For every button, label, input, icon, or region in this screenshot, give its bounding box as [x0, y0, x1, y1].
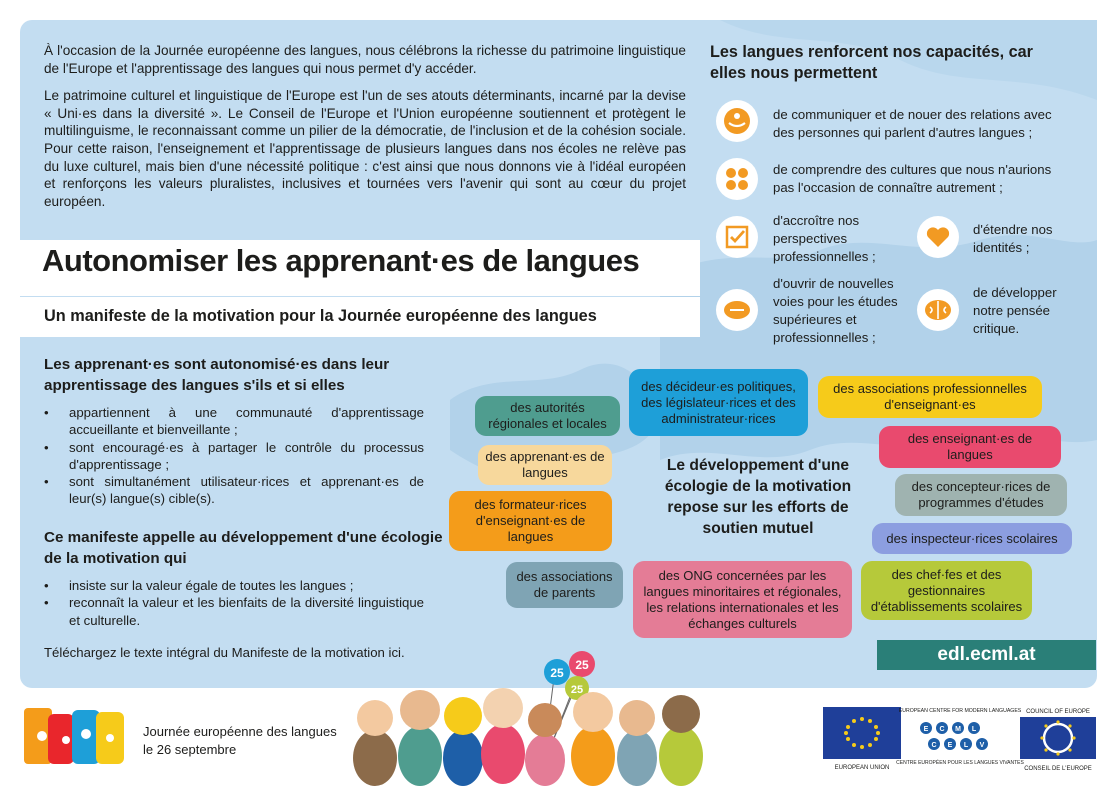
page-subtitle: Un manifeste de la motivation pour la Journée européenne des langues	[44, 307, 597, 325]
balloon-label: 25	[550, 666, 564, 680]
capacity-text-6: de développer notre pensée critique.	[973, 285, 1057, 336]
ecml-letter: V	[979, 742, 985, 749]
ecml-top-label: EUROPEAN CENTRE FOR MODERN LANGUAGES	[898, 708, 1022, 714]
stakeholder-bubble: des ONG concernées par les langues minoritaires et régionales, les relations internationales et les échanges culturels	[633, 561, 852, 638]
stakeholder-bubble: des chef·fes et des gestionnaires d'établissements scolaires	[861, 561, 1032, 620]
list-item: • sont encouragé·es à partager le contrôle du processus d'apprentissage ;	[44, 439, 424, 474]
ecml-letter: E	[923, 726, 929, 733]
ecml-letter: C	[931, 742, 937, 749]
balloon-label: 25	[575, 658, 589, 672]
website-link[interactable]: edl.ecml.at	[877, 640, 1096, 670]
balloon-label: 25	[570, 684, 584, 696]
coe-bottom-label: CONSEIL DE L'EUROPE	[1024, 766, 1092, 772]
capacity-text-2: de comprendre des cultures que nous n'aurions pas l'occasion de connaître autrement ;	[773, 162, 1052, 195]
stakeholder-bubble: des concepteur·rices de programmes d'études	[895, 474, 1067, 516]
ecml-logo	[896, 704, 1024, 774]
stakeholder-bubble: des formateur·rices d'enseignant·es de langues	[449, 491, 612, 551]
list-item: • reconnaît la valeur et les bienfaits de la diversité linguistique et culturelle.	[44, 594, 424, 629]
stakeholder-bubble: des inspecteur·rices scolaires	[872, 523, 1072, 554]
manifesto-list	[44, 577, 424, 629]
ecml-bottom-label: CENTRE EUROPÉEN POUR LES LANGUES VIVANTES	[896, 760, 1024, 766]
list-item: • insiste sur la valeur égale de toutes les langues ;	[44, 577, 424, 594]
stakeholder-bubble: des associations de parents	[506, 562, 623, 608]
capacity-text-1: de communiquer et de nouer des relations avec des personnes qui parlent d'autres langues ;	[773, 107, 1052, 140]
edl-logo	[22, 706, 127, 766]
download-link[interactable]: Téléchargez le texte intégral du Manifeste de la motivation ici.	[44, 645, 405, 660]
page-title: Autonomiser les apprenant·es de langues	[42, 243, 640, 278]
council-of-europe-logo	[1018, 704, 1098, 774]
ecml-letter: M	[955, 726, 961, 733]
capacity-text-5: d'ouvrir de nouvelles voies pour les études supérieures et professionnelles ;	[773, 276, 898, 345]
eu-logo	[823, 707, 901, 771]
capacities-heading: Les langues renforcent nos capacités, car elles nous permettent	[710, 43, 1033, 82]
handshake-icon	[716, 100, 758, 142]
event-info	[143, 723, 337, 759]
character-group	[353, 688, 703, 786]
ecml-letter: C	[939, 726, 945, 733]
checklist-icon	[716, 216, 758, 258]
stakeholder-bubble: des enseignant·es de langues	[879, 426, 1061, 468]
learners-heading: Les apprenant·es sont autonomisé·es dans leur apprentissage des langues s'ils et si elles	[44, 356, 390, 394]
heart-icon	[917, 216, 959, 258]
capacity-text-3: d'accroître nos perspectives professionnelles ;	[773, 213, 876, 264]
stakeholder-bubble: des décideur·es politiques, des législateur·rices et des administrateur·rices	[629, 369, 808, 436]
intro-paragraph-1: À l'occasion de la Journée européenne des langues, nous célébrons la richesse du patrimoine linguistique de l'Europe et l'apprentissage des langues qui nous permet d'y accéder.	[44, 43, 686, 76]
ecology-statement: Le développement d'une écologie de la motivation repose sur les efforts de soutien mutuel	[664, 457, 852, 537]
intro-paragraph-2: Le patrimoine culturel et linguistique de l'Europe est l'un de ses atouts déterminants, incarné par la devise « Uni·es dans la diversité ». Le Conseil de l'Europe et l'Union européenne soutiennent et protègent le multilinguisme, le reconnaissant comme un pilier de la démocratie, de l'inclusion et de la cohésion sociale. Pour cette raison, l'enseignement et l'apprentissage de plusieurs langues dans nos écoles ne relève pas du luxe culturel, mais bien d'une nécessité politique : c'est ainsi que nous donnons vie à l'idéal européen et renforçons les valeurs pluralistes, inclusives et tournées vers l'avenir qui sont au cœur du projet européen.	[44, 88, 686, 209]
stakeholder-bubble: des associations professionnelles d'enseignant·es	[818, 376, 1042, 418]
capacity-text-4: d'étendre nos identités ;	[973, 222, 1053, 255]
ecml-letter: L	[971, 726, 977, 733]
culture-icon	[716, 158, 758, 200]
eu-label: EUROPEAN UNION	[834, 765, 890, 771]
list-item: • appartiennent à une communauté d'apprentissage accueillante et bienveillante ;	[44, 404, 424, 439]
event-date: le 26 septembre	[143, 742, 237, 757]
list-item: • sont simultanément utilisateur·rices et apprenant·es de leur(s) langue(s) cible(s).	[44, 473, 424, 508]
manifesto-heading: Ce manifeste appelle au développement d'une écologie de la motivation qui	[44, 529, 443, 567]
ecml-letter: E	[947, 742, 953, 749]
brain-icon	[917, 289, 959, 331]
event-name: Journée européenne des langues	[143, 724, 337, 739]
characters-illustration	[345, 648, 725, 786]
coe-top-label: COUNCIL OF EUROPE	[1026, 709, 1090, 715]
stakeholder-bubble: des apprenant·es de langues	[478, 445, 612, 485]
stakeholder-bubble: des autorités régionales et locales	[475, 396, 620, 436]
learners-list	[44, 404, 424, 508]
intro-text	[44, 42, 686, 220]
study-path-icon	[716, 289, 758, 331]
ecml-letter: L	[963, 742, 969, 749]
